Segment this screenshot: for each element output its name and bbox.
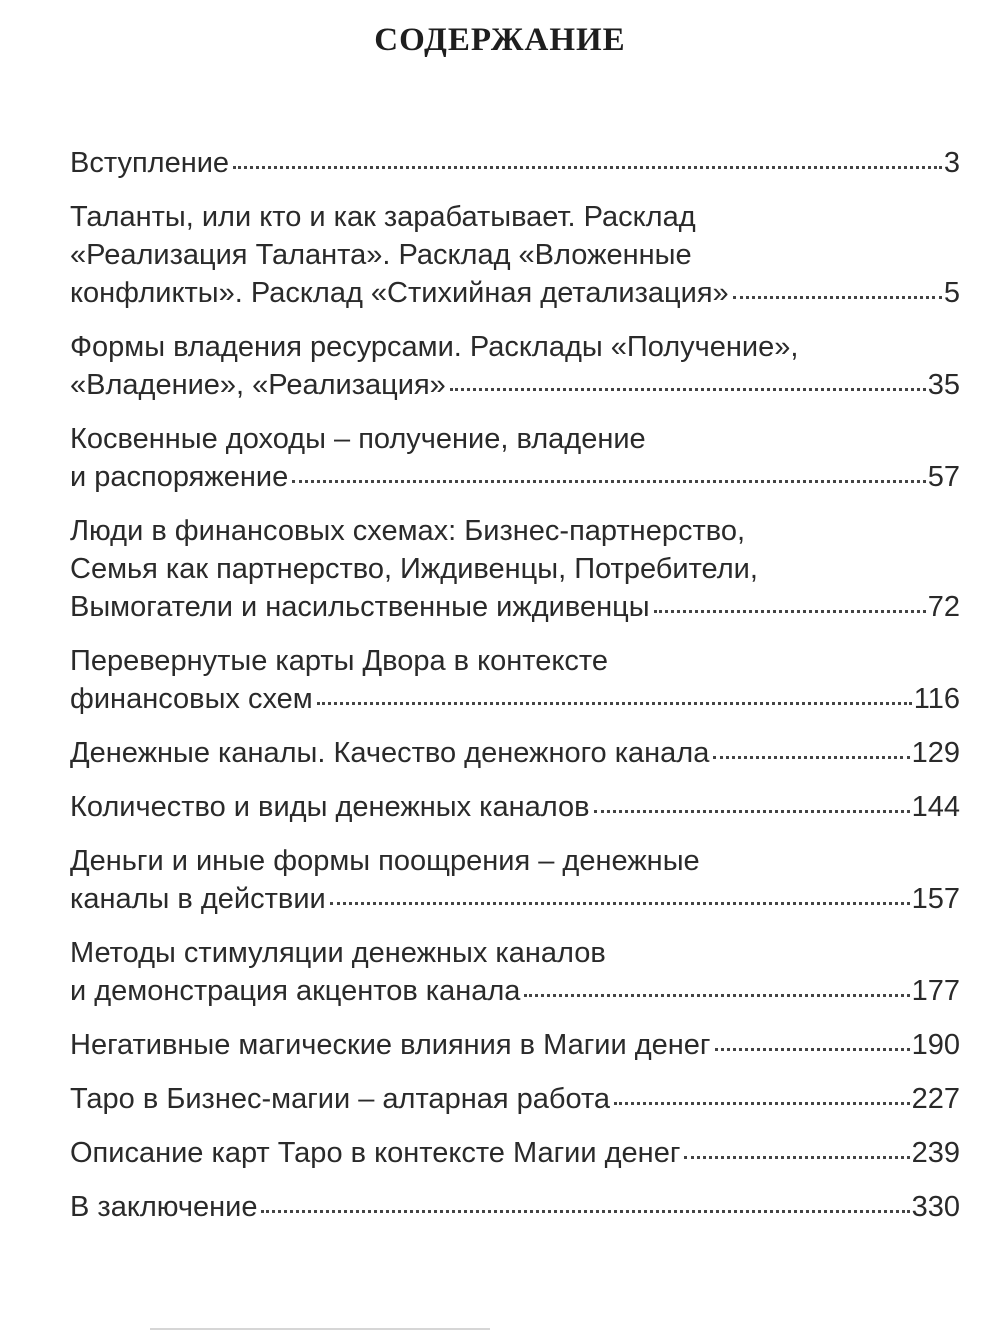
toc-entry-line (70, 274, 960, 312)
toc-entry-stimulation-methods[interactable] (70, 934, 960, 1010)
toc-entry-line (70, 366, 960, 404)
toc-entry-ownership-forms[interactable] (70, 328, 960, 404)
toc-entry-text: Описание карт Таро в контексте Магии денег (70, 1137, 681, 1169)
toc-entry-text: Негативные магические влияния в Магии денег (70, 1029, 711, 1061)
dot-leader (261, 1210, 909, 1213)
toc-entry-line (70, 1026, 960, 1064)
toc-entry-line (70, 734, 960, 772)
toc-page-number: 3 (943, 147, 960, 179)
dot-leader (524, 994, 909, 997)
toc-entry-line (70, 1188, 960, 1226)
toc-entry-text: «Реализация Таланта». Расклад «Вложенные (70, 239, 692, 271)
toc-entry-reversed-court-cards[interactable] (70, 642, 960, 718)
toc-entry-negative-influences[interactable] (70, 1026, 960, 1064)
toc-page-number: 157 (911, 883, 960, 915)
toc-entry-text: Люди в финансовых схемах: Бизнес-партнерство, (70, 515, 746, 547)
toc-entry-text: и распоряжение (70, 461, 289, 493)
toc-entry-tarot-card-descriptions[interactable] (70, 1134, 960, 1172)
dot-leader (614, 1102, 910, 1105)
dot-leader (654, 610, 926, 613)
toc-entry-text: Семья как партнерство, Иждивенцы, Потребители, (70, 553, 758, 585)
toc-entry-channel-types[interactable] (70, 788, 960, 826)
toc-entry-line (70, 680, 960, 718)
toc-entry-text: Методы стимуляции денежных каналов (70, 937, 606, 969)
toc-page-number: 177 (911, 975, 960, 1007)
toc-entry-introduction[interactable] (70, 144, 960, 182)
toc-page-number: 57 (927, 461, 960, 493)
toc-entry-text: Таро в Бизнес-магии – алтарная работа (70, 1083, 611, 1115)
toc-entry-text: Деньги и иные формы поощрения – денежные (70, 845, 700, 877)
toc-entry-line (70, 1080, 960, 1118)
toc-entry-text: Перевернутые карты Двора в контексте (70, 645, 608, 677)
toc-entry-text: Косвенные доходы – получение, владение (70, 423, 646, 455)
toc-entry-text: Формы владения ресурсами. Расклады «Получение», (70, 331, 799, 363)
toc-entry-text: В заключение (70, 1191, 258, 1223)
toc-page-number: 5 (943, 277, 960, 309)
toc-entry-tarot-altar-work[interactable] (70, 1080, 960, 1118)
toc-entry-text: «Владение», «Реализация» (70, 369, 446, 401)
toc-entry-conclusion[interactable] (70, 1188, 960, 1226)
toc-entry-text: конфликты». Расклад «Стихийная детализация» (70, 277, 729, 309)
toc-entry-text: финансовых схем (70, 683, 313, 715)
toc-entry-line (70, 788, 960, 826)
toc-page-number: 227 (911, 1083, 960, 1115)
dot-leader (733, 296, 942, 299)
dot-leader (450, 388, 926, 391)
toc-page-number: 330 (911, 1191, 960, 1223)
toc-entry-text: Вымогатели и насильственные иждивенцы (70, 591, 650, 623)
dot-leader (292, 480, 926, 483)
toc-entry-text: Денежные каналы. Качество денежного канала (70, 737, 710, 769)
toc-entry-talents[interactable] (70, 198, 960, 312)
toc-page-number: 35 (927, 369, 960, 401)
dot-leader (317, 702, 912, 705)
toc-entry-indirect-income[interactable] (70, 420, 960, 496)
dot-leader (330, 902, 910, 905)
page-title: СОДЕРЖАНИЕ (374, 22, 626, 58)
page-bottom-rule (150, 1328, 490, 1330)
toc-entry-text: каналы в действии (70, 883, 326, 915)
toc-entry-line (70, 1134, 960, 1172)
toc-page-number: 239 (911, 1137, 960, 1169)
toc-entry-people-in-schemes[interactable] (70, 512, 960, 626)
toc-entry-line (70, 458, 960, 496)
toc-page-number: 72 (927, 591, 960, 623)
dot-leader (594, 810, 910, 813)
toc-entry-line (70, 144, 960, 182)
toc-page-number: 116 (913, 683, 960, 715)
toc-entry-line (70, 880, 960, 918)
toc-entry-text: и демонстрация акцентов канала (70, 975, 521, 1007)
dot-leader (715, 1048, 910, 1051)
table-of-contents (70, 144, 960, 1226)
toc-entry-text: Таланты, или кто и как зарабатывает. Расклад (70, 201, 696, 233)
toc-entry-money-and-rewards[interactable] (70, 842, 960, 918)
dot-leader (233, 166, 942, 169)
toc-entry-money-channels[interactable] (70, 734, 960, 772)
toc-page-number: 190 (911, 1029, 960, 1061)
toc-entry-text: Количество и виды денежных каналов (70, 791, 590, 823)
toc-entry-text: Вступление (70, 147, 230, 179)
dot-leader (713, 756, 909, 759)
toc-page-number: 129 (911, 737, 960, 769)
toc-entry-line (70, 972, 960, 1010)
dot-leader (684, 1156, 909, 1159)
toc-entry-line (70, 588, 960, 626)
toc-page-number: 144 (911, 791, 960, 823)
